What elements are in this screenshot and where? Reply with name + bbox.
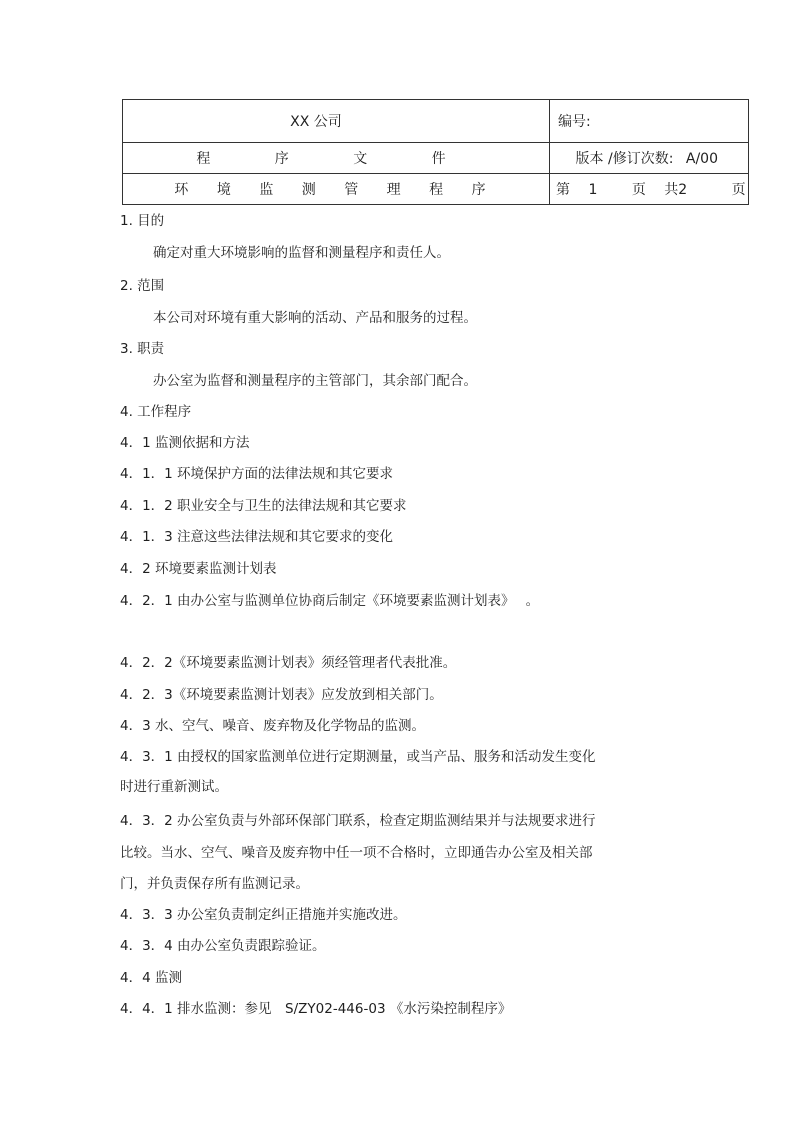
- procedure-title: [123, 174, 550, 205]
- procedure-title-text: 环 境 监 测 管 理 程 序: [174, 182, 498, 198]
- section-4-2-1: 4．2．1 由办公室与监测单位协商后制定《环境要素监测计划表》 。: [120, 593, 540, 609]
- company-name: XX 公司: [123, 100, 550, 143]
- section-4-1-2: 4．1．2 职业安全与卫生的法律法规和其它要求: [120, 498, 407, 514]
- section-3-title: 3. 职责: [120, 341, 165, 357]
- document-number-label: 编号:: [550, 100, 749, 143]
- section-4-4: 4．4 监测: [120, 970, 182, 986]
- section-4-3-1-line2: 时进行重新测试。: [120, 779, 228, 795]
- page-info-p5: 页: [731, 182, 746, 198]
- section-4-title: 4. 工作程序: [120, 404, 192, 420]
- section-4-3-2-line3: 门，并负责保存所有监测记录。: [120, 876, 309, 892]
- document-type-text: 程 序 文 件: [196, 151, 476, 167]
- document-header-table: [122, 99, 749, 205]
- section-4-2-3: 4．2．3《环境要素监测计划表》应发放到相关部门。: [120, 687, 443, 703]
- section-4-3-4: 4．3．4 由办公室负责跟踪验证。: [120, 938, 326, 954]
- document-type: [123, 143, 550, 174]
- section-1-title: 1. 目的: [120, 213, 165, 229]
- section-3-body: 办公室为监督和测量程序的主管部门，其余部门配合。: [153, 373, 477, 389]
- page-info-p4: 共2: [664, 182, 688, 198]
- version-value: A/00: [685, 151, 718, 167]
- section-2-title: 2. 范围: [120, 278, 165, 294]
- page-info-p2: 1: [588, 182, 598, 198]
- section-4-1-3: 4．1．3 注意这些法律法规和其它要求的变化: [120, 529, 394, 545]
- section-1-body: 确定对重大环境影响的监督和测量程序和责任人。: [153, 245, 450, 261]
- section-4-3-2-line1: 4．3．2 办公室负责与外部环保部门联系，检查定期监测结果并与法规要求进行: [120, 813, 596, 829]
- section-2-body: 本公司对环境有重大影响的活动、产品和服务的过程。: [153, 310, 477, 326]
- section-4-1: 4．1 监测依据和方法: [120, 435, 250, 451]
- section-4-1-1: 4．1．1 环境保护方面的法律法规和其它要求: [120, 466, 394, 482]
- section-4-3-1-line1: 4．3．1 由授权的国家监测单位进行定期测量，或当产品、服务和活动发生变化: [120, 749, 596, 765]
- section-4-3-3: 4．3．3 办公室负责制定纠正措施并实施改进。: [120, 907, 407, 923]
- section-4-3: 4．3 水、空气、噪音、废弃物及化学物品的监测。: [120, 718, 425, 734]
- section-4-2-2: 4．2．2《环境要素监测计划表》须经管理者代表批准。: [120, 655, 457, 671]
- section-4-3-2-line2: 比较。当水、空气、噪音及废弃物中任一项不合格时，立即通告办公室及相关部: [120, 845, 593, 861]
- page-info-p3: 页: [631, 182, 646, 198]
- version-cell: [550, 143, 749, 174]
- version-label: 版本 /修订次数:: [575, 151, 674, 167]
- section-4-4-1: 4．4．1 排水监测：参见 S/ZY02-446-03 《水污染控制程序》: [120, 1001, 512, 1017]
- page-info-p1: 第: [556, 182, 570, 198]
- section-4-2: 4．2 环境要素监测计划表: [120, 561, 277, 577]
- page-info: [550, 174, 749, 205]
